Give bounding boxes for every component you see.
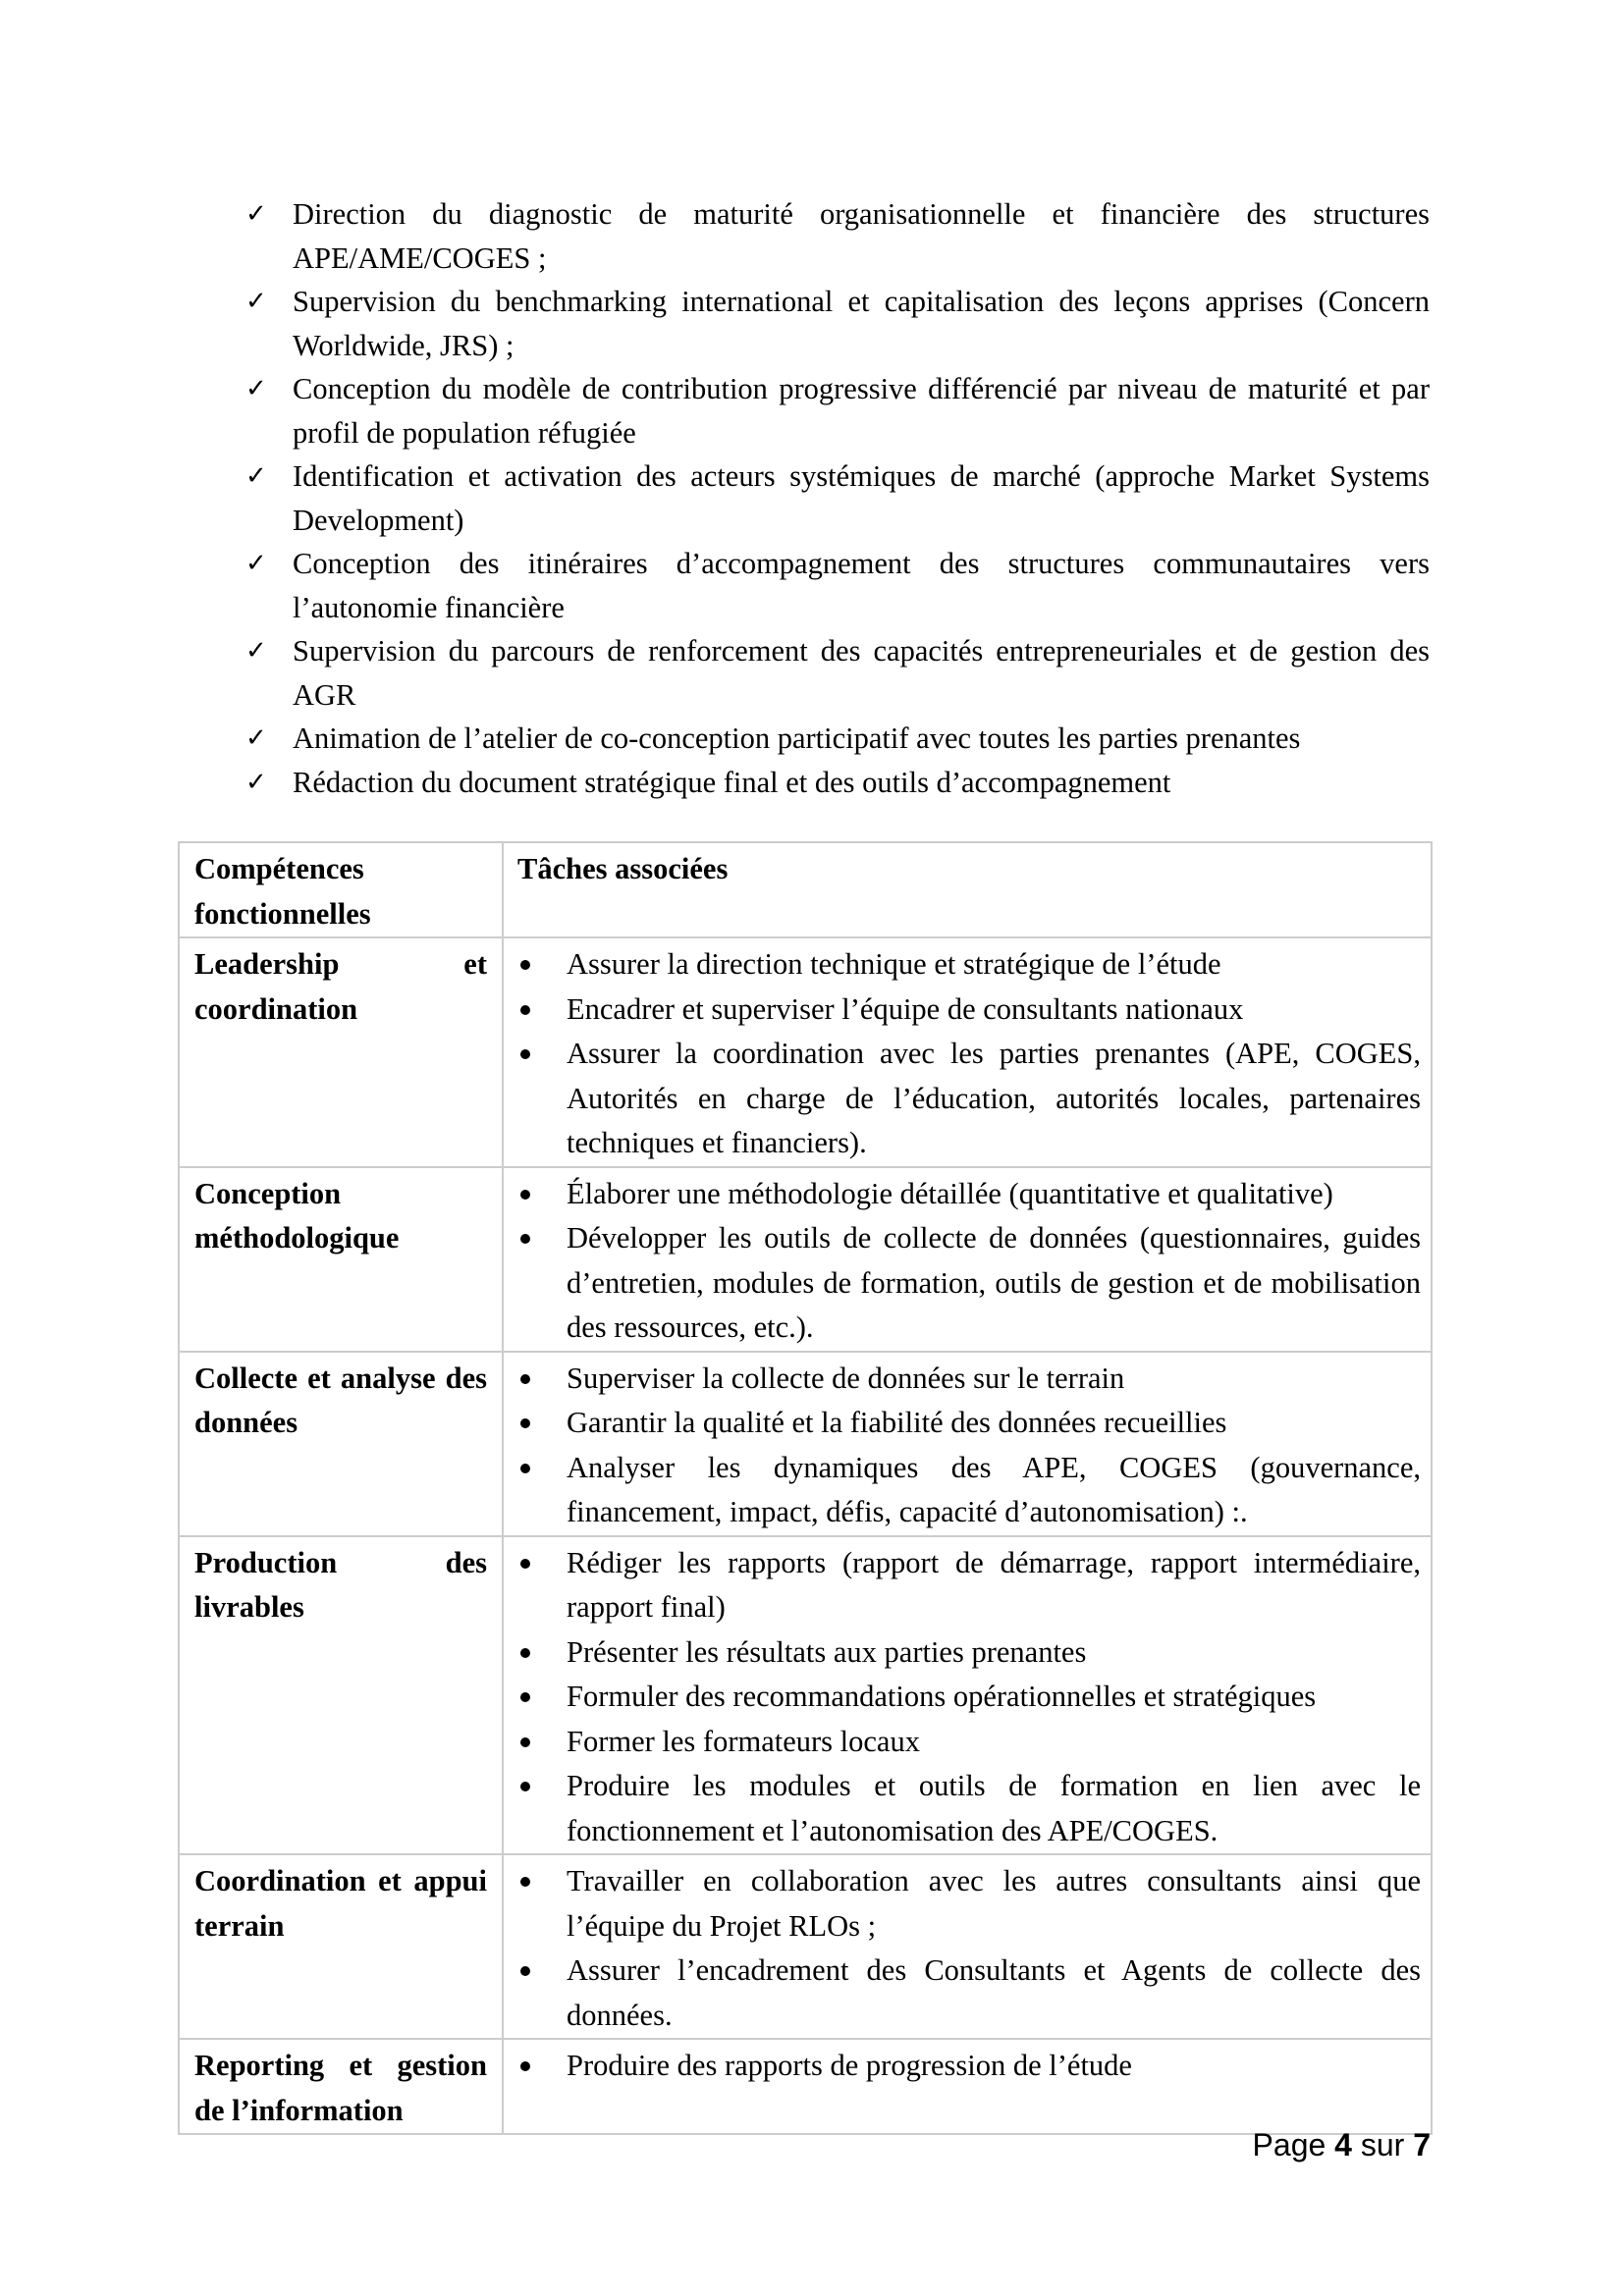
table-row [179, 1854, 1432, 2039]
task-text: Élaborer une méthodologie détaillée (quantitative et qualitative) [567, 1176, 1333, 1210]
checklist-item-text: Direction du diagnostic de maturité organisationnelle et financière des structures APE/AME/COGES ; [293, 197, 1430, 275]
check-icon: ✓ [245, 549, 267, 577]
checklist-item [245, 629, 1430, 717]
bullet-icon [520, 2061, 530, 2071]
tasks-cell [503, 1536, 1432, 1855]
check-icon: ✓ [245, 636, 267, 665]
task-item [504, 1216, 1421, 1351]
checklist-item [245, 761, 1430, 805]
task-text: Assurer la direction technique et stratégique de l’étude [567, 947, 1221, 981]
tasks-cell [503, 937, 1432, 1167]
check-icon: ✓ [245, 723, 267, 752]
task-text: Présenter les résultats aux parties prenantes [567, 1634, 1087, 1669]
bullet-icon [520, 1648, 530, 1658]
task-item [504, 1675, 1421, 1720]
header-competences: Compétences fonctionnelles [179, 842, 503, 937]
responsibilities-checklist [245, 192, 1430, 804]
task-text: Travailler en collaboration avec les autres consultants ainsi que l’équipe du Projet RLOs ; [567, 1864, 1421, 1943]
checklist-item-text: Identification et activation des acteurs systémiques de marché (approche Market Systems Development) [293, 459, 1430, 537]
task-text: Superviser la collecte de données sur le terrain [567, 1361, 1125, 1395]
checklist-item [245, 192, 1430, 280]
bullet-icon [520, 1692, 530, 1702]
header-taches: Tâches associées [503, 842, 1432, 937]
bullet-icon [520, 1190, 530, 1200]
current-page: 4 [1334, 2127, 1352, 2163]
table-row [179, 2039, 1432, 2134]
bullet-icon [520, 1005, 530, 1015]
task-item [504, 988, 1421, 1033]
task-text: Produire des rapports de progression de l’étude [567, 2049, 1132, 2082]
of-label: sur [1360, 2127, 1405, 2163]
bullet-icon [520, 1559, 530, 1569]
checklist-item-text: Supervision du benchmarking international et capitalisation des leçons apprises (Concern Worldwide, JRS) ; [293, 285, 1430, 362]
task-text: Formuler des recommandations opérationnelles et stratégiques [567, 1680, 1317, 1713]
bullet-icon [520, 960, 530, 970]
checklist-item-text: Conception des itinéraires d’accompagnement des structures communautaires vers l’autonomie financière [293, 547, 1430, 624]
task-item [504, 1630, 1421, 1676]
task-list [504, 1357, 1421, 1535]
tasks-cell [503, 1854, 1432, 2039]
task-text: Produire les modules et outils de formation en lien avec le fonctionnement et l’autonomisation des APE/COGES. [567, 1769, 1421, 1847]
bullet-icon [520, 1966, 530, 1976]
check-icon: ✓ [245, 767, 267, 796]
checklist-item [245, 717, 1430, 761]
bullet-icon [520, 1737, 530, 1747]
task-text: Encadrer et superviser l’équipe de consultants nationaux [567, 991, 1244, 1026]
competence-cell: Coordination et appui terrain [179, 1854, 503, 2039]
task-text: Analyser les dynamiques des APE, COGES (gouvernance, financement, impact, défis, capacité d’autonomisation) :. [567, 1450, 1421, 1528]
task-list [504, 942, 1421, 1166]
table-row [179, 1352, 1432, 1536]
bullet-icon [520, 1049, 530, 1059]
task-item [504, 1859, 1421, 1949]
checklist-item [245, 280, 1430, 367]
task-item [504, 1357, 1421, 1402]
task-item [504, 1446, 1421, 1535]
table-row [179, 1167, 1432, 1352]
task-item [504, 2044, 1421, 2089]
task-text: Former les formateurs locaux [567, 1724, 920, 1758]
task-item [504, 1720, 1421, 1765]
check-icon: ✓ [245, 199, 267, 228]
task-text: Assurer la coordination avec les parties prenantes (APE, COGES, Autorités en charge de l’éducation, autorités locales, partenaires techniques et financiers). [567, 1037, 1421, 1159]
bullet-icon [520, 1782, 530, 1791]
checklist-item-text: Rédaction du document stratégique final et des outils d’accompagnement [293, 765, 1171, 799]
task-item [504, 942, 1421, 988]
task-item [504, 1541, 1421, 1630]
task-item [504, 1401, 1421, 1446]
checklist-item [245, 454, 1430, 542]
task-list [504, 2044, 1421, 2089]
tasks-cell [503, 1352, 1432, 1536]
page-label: Page [1252, 2127, 1326, 2163]
competence-cell: Production des livrables [179, 1536, 503, 1855]
competences-table [178, 841, 1433, 2135]
check-icon: ✓ [245, 461, 267, 490]
bullet-icon [520, 1374, 530, 1384]
table-row [179, 1536, 1432, 1855]
bullet-icon [520, 1234, 530, 1244]
task-list [504, 1859, 1421, 2038]
bullet-icon [520, 1464, 530, 1473]
bullet-icon [520, 1877, 530, 1887]
checklist-item-text: Supervision du parcours de renforcement des capacités entrepreneuriales et de gestion des AGR [293, 634, 1430, 712]
task-item [504, 1032, 1421, 1166]
tasks-cell [503, 1167, 1432, 1352]
checklist-item-text: Conception du modèle de contribution progressive différencié par niveau de maturité et par profil de population réfugiée [293, 372, 1430, 450]
task-text: Garantir la qualité et la fiabilité des données recueillies [567, 1406, 1227, 1439]
check-icon: ✓ [245, 374, 267, 402]
checklist-item-text: Animation de l’atelier de co-conception participatif avec toutes les parties prenantes [293, 721, 1301, 755]
table-header-row [179, 842, 1432, 937]
task-list [504, 1172, 1421, 1351]
task-text: Assurer l’encadrement des Consultants et Agents de collecte des données. [567, 1953, 1421, 2032]
competence-cell: Conception méthodologique [179, 1167, 503, 1352]
total-pages: 7 [1413, 2127, 1431, 2163]
checklist-item [245, 367, 1430, 454]
tasks-cell [503, 2039, 1432, 2134]
competence-cell: Leadership et coordination [179, 937, 503, 1167]
page-number-footer [1253, 2125, 1431, 2164]
task-text: Rédiger les rapports (rapport de démarrage, rapport intermédiaire, rapport final) [567, 1545, 1421, 1624]
task-item [504, 1949, 1421, 2038]
bullet-icon [520, 1418, 530, 1428]
task-text: Développer les outils de collecte de données (questionnaires, guides d’entretien, modules de formation, outils de gestion et de mobilisation des ressources, etc.). [567, 1221, 1421, 1344]
competence-cell: Collecte et analyse des données [179, 1352, 503, 1536]
task-list [504, 1541, 1421, 1854]
task-item [504, 1764, 1421, 1853]
checklist-item [245, 542, 1430, 629]
check-icon: ✓ [245, 287, 267, 315]
competence-cell: Reporting et gestion de l’information [179, 2039, 503, 2134]
task-item [504, 1172, 1421, 1217]
table-row [179, 937, 1432, 1167]
